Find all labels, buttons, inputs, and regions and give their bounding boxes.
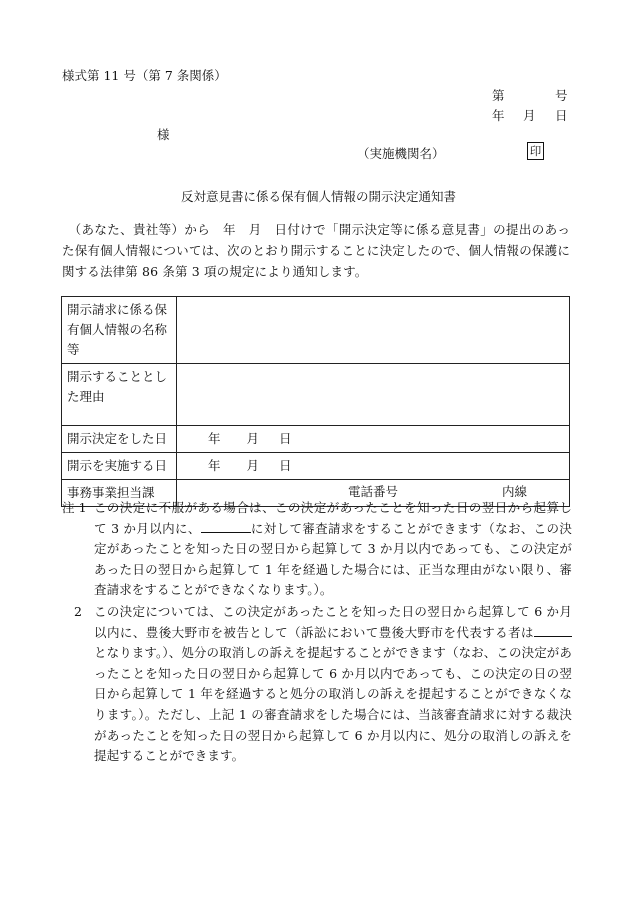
implementation-day: 日 [279, 458, 292, 473]
table-row [62, 364, 570, 426]
value-cell-implementation-date [177, 453, 570, 480]
notes-section [62, 498, 572, 767]
decision-month: 月 [246, 431, 260, 446]
note-2 [62, 602, 572, 767]
issue-date-year: 年 [492, 108, 505, 123]
document-title: 反対意見書に係る保有個人情報の開示決定通知書 [181, 189, 457, 204]
note-2-text: この決定については、この決定があったことを知った日の翌日から起算して 6 か月以内に、豊後大野市を被告として（訴訟において豊後大野市を代表する者はとなります。）、処分の取消しの訴えを提起することができます（なお、この決定があったことを知った日の翌日から起算して 6 か月以内であっても、この決定の日の翌日から起算して 1 年を経過すると処分の取消しの訴えを提起することができなくなります。）。ただし、上記 1 の審査請求をした場合には、当該審査請求に対する裁決があったことを知った日の翌日から起算して 6 か月以内に、処分の取消しの訴えを提起することができます。 [94, 603, 572, 764]
value-cell-decision-date [177, 426, 570, 453]
implementation-month: 月 [246, 458, 260, 473]
body-paragraph [62, 219, 570, 282]
table-row [62, 453, 570, 480]
table-row [62, 426, 570, 453]
implementation-year: 年 [208, 458, 221, 473]
row-label-department: 事務事業担当課 [62, 480, 177, 507]
row-label-implementation-date: 開示を実施する日 [62, 453, 177, 480]
info-table [61, 296, 570, 507]
value-cell-reason [177, 364, 570, 426]
body-text: （あなた、貴社等）から 年 月 日付けで「開示決定等に係る意見書」の提出のあった保有個人情報については、次のとおり開示することに決定したので、個人情報の保護に関する法律第 86 条第 3 項の規定により通知します。 [62, 222, 570, 279]
row-label-reason: 開示することとした理由 [62, 364, 177, 426]
issue-date-month: 月 [523, 108, 536, 123]
issue-date-day: 日 [555, 108, 568, 123]
table-row [62, 297, 570, 364]
seal-box: 印 [527, 142, 544, 160]
addressee-suffix: 様 [157, 127, 170, 142]
note-1 [62, 498, 572, 601]
extension-label: 内線 [502, 484, 528, 499]
note-1-number: 注 1 [62, 500, 87, 515]
row-label-decision-date: 開示決定をした日 [62, 426, 177, 453]
agency-name: （実施機関名） [357, 146, 445, 161]
note-1-text: この決定に不服がある場合は、この決定があったことを知った日の翌日から起算して 3 か月以内に、 に対して審査請求をすることができます（なお、この決定があったことを知った日の翌日から起算して 3 か月以内であっても、この決定があった日の翌日から起算して 1 年を経過した場合には、正当な理由がない限り、審査請求をすることができなくなります。）。 [94, 500, 572, 598]
blank-underline [534, 624, 572, 637]
row-label-info-name: 開示請求に係る保有個人情報の名称等 [62, 297, 177, 364]
decision-year: 年 [208, 431, 221, 446]
value-cell-info-name [177, 297, 570, 364]
note-2-number: 2 [74, 603, 83, 619]
document-number-suffix: 号 [555, 88, 568, 103]
form-number: 様式第 11 号（第 7 条関係） [62, 68, 227, 83]
phone-number-label: 電話番号 [348, 484, 399, 499]
blank-underline [201, 520, 251, 533]
document-number-label: 第 [492, 88, 505, 103]
decision-day: 日 [279, 431, 292, 446]
